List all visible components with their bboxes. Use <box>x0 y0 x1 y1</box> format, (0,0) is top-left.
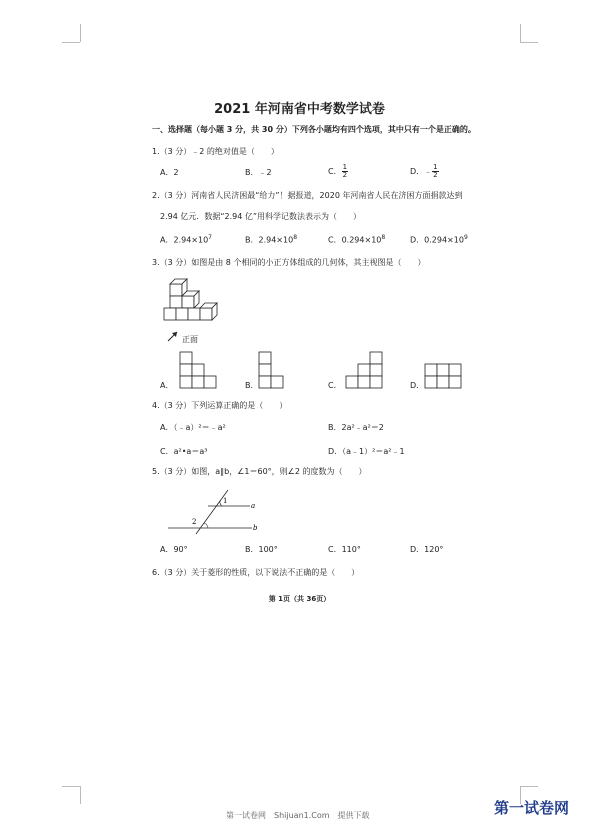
question-6-stem: 6.（3 分）关于菱形的性质，以下说法不正确的是（ ） <box>152 568 360 577</box>
option-c: C． <box>328 381 342 390</box>
question-2-stem-line2: 2.94 亿元．数据“2.94 亿”用科学记数法表示为（ ） <box>160 212 361 221</box>
option-a: A． <box>160 381 174 390</box>
question-1-stem: 1.（3 分）﹣2 的绝对值是（ ） <box>152 147 279 156</box>
crop-mark <box>80 24 81 42</box>
option-a: A．（﹣a）²＝﹣a² <box>160 423 226 432</box>
question-2-stem-line1: 2.（3 分）河南省人民济困最“给力”！据报道，2020 年河南省人民在济困方面捐款达到 <box>152 191 463 200</box>
option-a: A．$2.94\times 10^7$ <box>160 234 212 245</box>
option-c: C．a²•a＝a³ <box>160 447 208 456</box>
option-d: D．（a﹣1）²＝a²﹣1 <box>328 447 405 456</box>
option-a: A．90° <box>160 545 188 554</box>
section-heading: 一、选择题（每小题 3 分，共 30 分）下列各小题均有四个选项，其中只有一个是正确的。 <box>152 125 476 134</box>
cube-figure <box>160 276 222 330</box>
option-c: C．$0.294\times 10^8$ <box>328 234 386 245</box>
crop-mark <box>80 786 81 804</box>
angle-2-label: 2 <box>192 518 197 526</box>
question-5-stem: 5.（3 分）如图，a∥b，∠1＝60°，则∠2 的度数为（ ） <box>152 467 367 476</box>
crop-mark <box>520 24 521 42</box>
option-d-view <box>425 364 467 388</box>
parallel-lines-figure <box>160 486 270 536</box>
option-c-view <box>346 352 388 388</box>
option-b: B． <box>245 381 259 390</box>
option-d: D． <box>410 381 425 390</box>
option-a: A．2 <box>160 168 179 177</box>
front-label: 正面 <box>182 335 198 344</box>
option-d: D．$0.294\times 10^9$ <box>410 234 468 245</box>
question-3-stem: 3.（3 分）如图是由 8 个相同的小正方体组成的几何体，其主视图是（ ） <box>152 258 426 267</box>
crop-mark <box>62 42 80 43</box>
option-c: C． $\frac{1}{2}$ <box>328 163 348 179</box>
watermark-logo: 第一试卷网 <box>494 799 570 817</box>
option-b: B．2a²﹣a²＝2 <box>328 423 384 432</box>
option-b-view <box>259 352 291 388</box>
line-a-label: a <box>251 502 256 510</box>
crop-mark <box>62 786 80 787</box>
line-b-label: b <box>253 524 258 532</box>
angle-1-label: 1 <box>223 497 228 505</box>
page-title: 2021 年河南省中考数学试卷 <box>214 102 385 117</box>
watermark-text: 第一试卷网 Shijuan1.Com 提供下载 <box>226 811 370 820</box>
option-a-view <box>180 352 222 388</box>
front-arrow-icon <box>166 330 180 342</box>
option-d: D．120° <box>410 545 444 554</box>
option-b: B．100° <box>245 545 278 554</box>
question-4-stem: 4.（3 分）下列运算正确的是（ ） <box>152 401 288 410</box>
page-footer: 第 1页（共 36页） <box>268 595 331 603</box>
option-b: B．$2.94\times 10^8$ <box>245 234 298 245</box>
crop-mark <box>520 42 538 43</box>
option-c: C．110° <box>328 545 361 554</box>
option-b: B．﹣2 <box>245 168 272 177</box>
option-d: D．﹣ $\frac{1}{2}$ <box>410 163 438 179</box>
crop-mark <box>520 786 538 787</box>
